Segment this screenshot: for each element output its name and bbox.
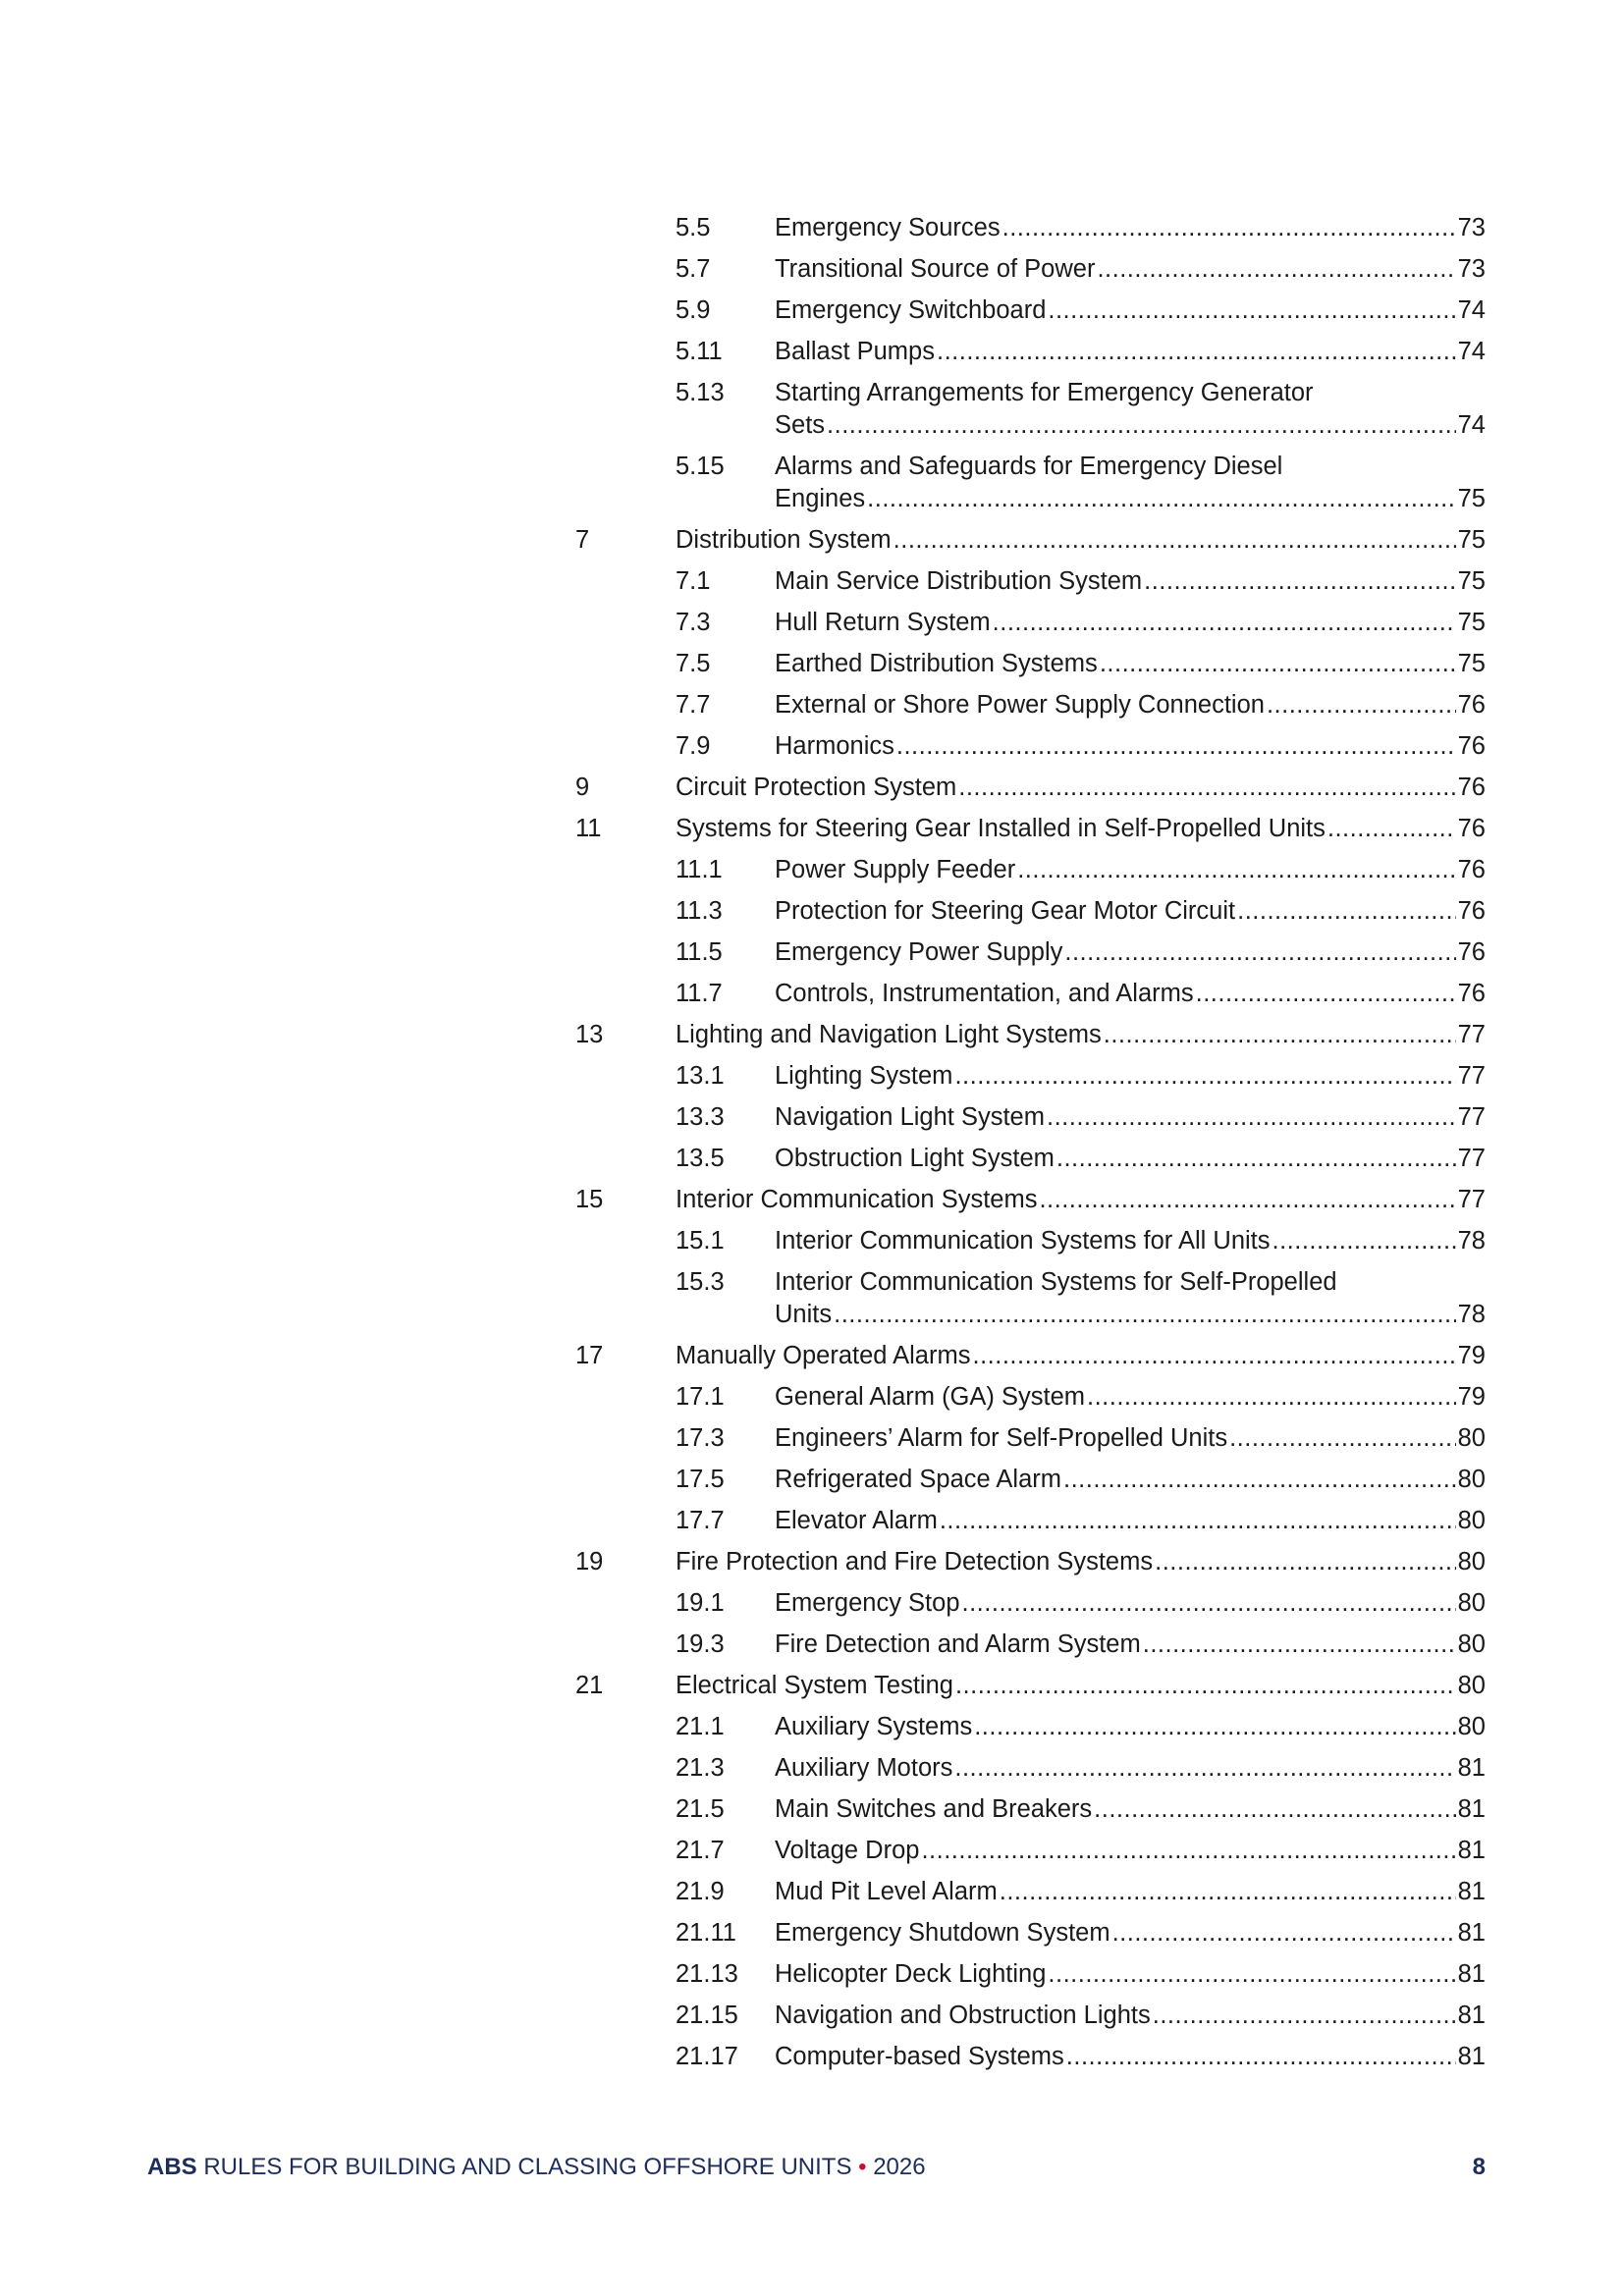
toc-page-number: 73 bbox=[1457, 255, 1486, 283]
toc-subsection[interactable] bbox=[0, 1835, 1624, 1876]
toc-title: External or Shore Power Supply Connection bbox=[775, 691, 1265, 719]
toc-number: 11.5 bbox=[676, 938, 723, 966]
toc-number: 17 bbox=[575, 1342, 604, 1369]
dot-leader bbox=[827, 409, 1456, 442]
toc-subsection[interactable] bbox=[0, 253, 1624, 294]
toc-title-continued: Engines bbox=[775, 485, 866, 512]
dot-leader bbox=[1048, 294, 1455, 327]
dot-leader bbox=[896, 730, 1456, 763]
toc-subsection[interactable] bbox=[0, 1505, 1624, 1546]
footer-year: 2026 bbox=[866, 2154, 926, 2180]
dot-leader bbox=[1100, 648, 1456, 680]
dot-leader bbox=[1000, 1876, 1456, 1908]
toc-subsection[interactable] bbox=[0, 895, 1624, 936]
toc-title: General Alarm (GA) System bbox=[775, 1383, 1085, 1411]
dot-leader bbox=[962, 1587, 1456, 1620]
toc-page-number: 78 bbox=[1457, 1301, 1486, 1328]
toc-title: Transitional Source of Power bbox=[775, 255, 1096, 283]
toc-section[interactable] bbox=[0, 1340, 1624, 1381]
footer-bullet: • bbox=[858, 2154, 867, 2180]
toc-number: 21.17 bbox=[676, 2043, 738, 2070]
toc-page-number: 79 bbox=[1457, 1342, 1486, 1369]
toc-title: Fire Protection and Fire Detection Systems bbox=[676, 1548, 1154, 1575]
toc-title: Interior Communication Systems for Self-Propelled bbox=[775, 1268, 1337, 1296]
toc-title: Elevator Alarm bbox=[775, 1507, 938, 1534]
toc-subsection[interactable] bbox=[0, 1876, 1624, 1917]
dot-leader bbox=[1097, 253, 1455, 286]
toc-page-number: 77 bbox=[1457, 1145, 1486, 1172]
toc-title: Engineers’ Alarm for Self-Propelled Units bbox=[775, 1424, 1228, 1452]
toc-page-number: 81 bbox=[1457, 1878, 1486, 1905]
toc-number: 17.5 bbox=[676, 1466, 725, 1493]
toc-number: 7.1 bbox=[676, 567, 711, 595]
toc-subsection[interactable] bbox=[0, 1629, 1624, 1670]
toc-number: 7.7 bbox=[676, 691, 711, 719]
dot-leader bbox=[972, 1340, 1455, 1372]
toc-title: Lighting System bbox=[775, 1062, 953, 1090]
toc-title: Mud Pit Level Alarm bbox=[775, 1878, 998, 1905]
toc-subsection[interactable] bbox=[0, 1464, 1624, 1505]
dot-leader bbox=[993, 607, 1456, 639]
toc-title: Main Service Distribution System bbox=[775, 567, 1143, 595]
toc-title: Voltage Drop bbox=[775, 1837, 920, 1864]
toc-subsection[interactable] bbox=[0, 565, 1624, 607]
abs-brand: ABS bbox=[147, 2154, 197, 2180]
toc-number: 11 bbox=[575, 815, 602, 842]
toc-page-number: 81 bbox=[1457, 2002, 1486, 2029]
toc-title: Electrical System Testing bbox=[676, 1672, 953, 1699]
toc-title: Emergency Power Supply bbox=[775, 938, 1063, 966]
toc-page-number: 73 bbox=[1457, 214, 1486, 241]
toc-number: 21 bbox=[575, 1672, 604, 1699]
toc-number: 21.5 bbox=[676, 1795, 725, 1823]
toc-subsection[interactable] bbox=[0, 1752, 1624, 1793]
dot-leader bbox=[958, 772, 1455, 804]
toc-subsection[interactable] bbox=[0, 1587, 1624, 1629]
toc-subsection[interactable] bbox=[0, 336, 1624, 377]
toc-number: 21.3 bbox=[676, 1754, 725, 1782]
toc-subsection[interactable] bbox=[0, 2041, 1624, 2082]
toc-subsection[interactable] bbox=[0, 1381, 1624, 1422]
dot-leader bbox=[940, 1505, 1456, 1537]
dot-leader bbox=[1229, 1422, 1456, 1455]
footer-publication-title: RULES FOR BUILDING AND CLASSING OFFSHORE UNITS bbox=[196, 2154, 859, 2180]
toc-title: Systems for Steering Gear Installed in Self-Propelled Units bbox=[676, 815, 1326, 842]
dot-leader bbox=[1056, 1143, 1456, 1175]
toc-section[interactable] bbox=[0, 1184, 1624, 1225]
page-footer bbox=[147, 2154, 1486, 2181]
toc-number: 19.3 bbox=[676, 1630, 725, 1658]
toc-title: Harmonics bbox=[775, 732, 894, 760]
dot-leader bbox=[1087, 1381, 1456, 1414]
toc-number: 17.1 bbox=[676, 1383, 725, 1411]
toc-title: Navigation and Obstruction Lights bbox=[775, 2002, 1151, 2029]
toc-subsection[interactable] bbox=[0, 1266, 1624, 1340]
toc-number: 15 bbox=[575, 1186, 604, 1213]
toc-number: 7.3 bbox=[676, 609, 711, 636]
toc-subsection[interactable] bbox=[0, 1917, 1624, 1958]
toc-title: Refrigerated Space Alarm bbox=[775, 1466, 1061, 1493]
toc-section[interactable] bbox=[0, 813, 1624, 854]
toc-page-number: 79 bbox=[1457, 1383, 1486, 1411]
toc-number: 19 bbox=[575, 1548, 604, 1575]
toc-number: 7.9 bbox=[676, 732, 711, 760]
toc-title: Navigation Light System bbox=[775, 1103, 1045, 1131]
toc-number: 15.1 bbox=[676, 1227, 725, 1255]
toc-page-number: 74 bbox=[1457, 296, 1486, 324]
toc-title-continued: Sets bbox=[775, 411, 826, 439]
toc-number: 5.11 bbox=[676, 338, 723, 365]
toc-subsection[interactable] bbox=[0, 1958, 1624, 2000]
dot-leader bbox=[1143, 1629, 1456, 1661]
dot-leader bbox=[1063, 1464, 1456, 1496]
toc-page-number: 76 bbox=[1457, 815, 1486, 842]
dot-leader bbox=[955, 1670, 1456, 1702]
toc-section[interactable] bbox=[0, 1670, 1624, 1711]
toc-number: 11.7 bbox=[676, 980, 723, 1007]
dot-leader bbox=[1327, 813, 1456, 845]
toc-page-number: 81 bbox=[1457, 1754, 1486, 1782]
toc-number: 5.15 bbox=[676, 453, 725, 480]
toc-title: Circuit Protection System bbox=[676, 774, 957, 801]
toc-number: 7 bbox=[575, 526, 590, 554]
toc-page-number: 75 bbox=[1457, 485, 1486, 512]
toc-page-number: 76 bbox=[1457, 732, 1486, 760]
toc-page-number: 81 bbox=[1457, 1795, 1486, 1823]
toc-number: 5.7 bbox=[676, 255, 711, 283]
page-number: 8 bbox=[1472, 2154, 1486, 2180]
toc-page-number: 76 bbox=[1457, 691, 1486, 719]
toc-title: Helicopter Deck Lighting bbox=[775, 1960, 1047, 1988]
toc-title: Emergency Stop bbox=[775, 1589, 960, 1617]
toc-subsection[interactable] bbox=[0, 212, 1624, 253]
toc-page-number: 77 bbox=[1457, 1186, 1486, 1213]
toc-page-number: 76 bbox=[1457, 897, 1486, 925]
toc-number: 5.13 bbox=[676, 379, 725, 406]
toc-title: Computer-based Systems bbox=[775, 2043, 1064, 2070]
toc-number: 5.9 bbox=[676, 296, 711, 324]
dot-leader bbox=[1155, 1546, 1456, 1578]
toc-page-number: 81 bbox=[1457, 1919, 1486, 1947]
toc-number: 13.3 bbox=[676, 1103, 725, 1131]
toc-page-number: 77 bbox=[1457, 1103, 1486, 1131]
toc-subsection[interactable] bbox=[0, 978, 1624, 1019]
toc-number: 7.5 bbox=[676, 650, 711, 677]
toc-subsection[interactable] bbox=[0, 689, 1624, 730]
toc-number: 11.1 bbox=[676, 856, 723, 883]
toc-title: Alarms and Safeguards for Emergency Diesel bbox=[775, 453, 1283, 480]
dot-leader bbox=[1112, 1917, 1456, 1949]
toc-page-number: 75 bbox=[1457, 567, 1486, 595]
dot-leader bbox=[1064, 936, 1455, 969]
toc-number: 13 bbox=[575, 1021, 604, 1048]
toc-title: Ballast Pumps bbox=[775, 338, 935, 365]
toc-number: 19.1 bbox=[676, 1589, 725, 1617]
toc-page-number: 74 bbox=[1457, 411, 1486, 439]
toc-page-number: 76 bbox=[1457, 980, 1486, 1007]
dot-leader bbox=[1094, 1793, 1455, 1826]
toc-page-number: 81 bbox=[1457, 2043, 1486, 2070]
toc-title: Emergency Sources bbox=[775, 214, 1001, 241]
toc-subsection[interactable] bbox=[0, 2000, 1624, 2041]
toc-page-number: 81 bbox=[1457, 1960, 1486, 1988]
dot-leader bbox=[1272, 1225, 1456, 1257]
toc-page-number: 80 bbox=[1457, 1424, 1486, 1452]
toc-subsection[interactable] bbox=[0, 854, 1624, 895]
toc-number: 5.5 bbox=[676, 214, 711, 241]
dot-leader bbox=[867, 483, 1455, 515]
toc-subsection[interactable] bbox=[0, 451, 1624, 524]
dot-leader bbox=[954, 1752, 1455, 1785]
toc-section[interactable] bbox=[0, 524, 1624, 565]
toc-number: 21.9 bbox=[676, 1878, 725, 1905]
dot-leader bbox=[1267, 689, 1456, 721]
toc-number: 13.1 bbox=[676, 1062, 725, 1090]
dot-leader bbox=[834, 1299, 1456, 1331]
toc-title: Auxiliary Motors bbox=[775, 1754, 953, 1782]
toc-page-number: 81 bbox=[1457, 1837, 1486, 1864]
toc-page-number: 75 bbox=[1457, 650, 1486, 677]
toc-title: Interior Communication Systems for All Units bbox=[775, 1227, 1271, 1255]
toc-page-number: 74 bbox=[1457, 338, 1486, 365]
dot-leader bbox=[1237, 895, 1456, 928]
toc-subsection[interactable] bbox=[0, 377, 1624, 451]
toc-title: Hull Return System bbox=[775, 609, 991, 636]
toc-number: 21.1 bbox=[676, 1713, 725, 1740]
toc-title: Controls, Instrumentation, and Alarms bbox=[775, 980, 1194, 1007]
toc-subsection[interactable] bbox=[0, 294, 1624, 336]
toc-subsection[interactable] bbox=[0, 1143, 1624, 1184]
toc-subsection[interactable] bbox=[0, 1711, 1624, 1752]
toc-subsection[interactable] bbox=[0, 607, 1624, 648]
toc-page-number: 77 bbox=[1457, 1021, 1486, 1048]
toc-number: 15.3 bbox=[676, 1268, 725, 1296]
toc-section[interactable] bbox=[0, 1019, 1624, 1060]
toc-title: Starting Arrangements for Emergency Generator bbox=[775, 379, 1314, 406]
toc-page-number: 80 bbox=[1457, 1548, 1486, 1575]
toc-title: Lighting and Navigation Light Systems bbox=[676, 1021, 1102, 1048]
toc-page-number: 75 bbox=[1457, 526, 1486, 554]
toc-title: Earthed Distribution Systems bbox=[775, 650, 1098, 677]
toc-page-number: 80 bbox=[1457, 1713, 1486, 1740]
dot-leader bbox=[1017, 854, 1455, 886]
toc-section[interactable] bbox=[0, 772, 1624, 813]
dot-leader bbox=[1048, 1958, 1455, 1991]
toc-number: 21.7 bbox=[676, 1837, 725, 1864]
toc-page-number: 78 bbox=[1457, 1227, 1486, 1255]
toc-number: 17.7 bbox=[676, 1507, 725, 1534]
toc-subsection[interactable] bbox=[0, 1422, 1624, 1464]
toc-title: Emergency Switchboard bbox=[775, 296, 1047, 324]
toc-title: Emergency Shutdown System bbox=[775, 1919, 1110, 1947]
toc-title: Manually Operated Alarms bbox=[676, 1342, 971, 1369]
toc-title: Fire Detection and Alarm System bbox=[775, 1630, 1141, 1658]
dot-leader bbox=[1144, 565, 1456, 598]
toc-subsection[interactable] bbox=[0, 730, 1624, 772]
toc-title: Obstruction Light System bbox=[775, 1145, 1055, 1172]
toc-number: 17.3 bbox=[676, 1424, 725, 1452]
toc-number: 21.11 bbox=[676, 1919, 736, 1947]
toc-subsection[interactable] bbox=[0, 1101, 1624, 1143]
toc-title: Auxiliary Systems bbox=[775, 1713, 973, 1740]
toc-page-number: 76 bbox=[1457, 774, 1486, 801]
toc-subsection[interactable] bbox=[0, 1793, 1624, 1835]
dot-leader bbox=[1196, 978, 1456, 1010]
dot-leader bbox=[954, 1060, 1455, 1093]
toc-title-continued: Units bbox=[775, 1301, 833, 1328]
toc-number: 9 bbox=[575, 774, 590, 801]
toc-title: Distribution System bbox=[676, 526, 892, 554]
toc-page-number: 77 bbox=[1457, 1062, 1486, 1090]
dot-leader bbox=[1039, 1184, 1455, 1216]
toc-title: Interior Communication Systems bbox=[676, 1186, 1038, 1213]
toc-number: 21.13 bbox=[676, 1960, 738, 1988]
dot-leader bbox=[921, 1835, 1455, 1867]
toc-page-number: 75 bbox=[1457, 609, 1486, 636]
toc-section[interactable] bbox=[0, 1546, 1624, 1587]
toc-title: Main Switches and Breakers bbox=[775, 1795, 1093, 1823]
dot-leader bbox=[1066, 2041, 1456, 2073]
toc-page-number: 80 bbox=[1457, 1630, 1486, 1658]
dot-leader bbox=[974, 1711, 1455, 1743]
toc-title: Power Supply Feeder bbox=[775, 856, 1016, 883]
dot-leader bbox=[1047, 1101, 1456, 1134]
dot-leader bbox=[893, 524, 1456, 557]
toc-number: 21.15 bbox=[676, 2002, 738, 2029]
dot-leader bbox=[1104, 1019, 1456, 1051]
toc-number: 13.5 bbox=[676, 1145, 725, 1172]
toc-subsection[interactable] bbox=[0, 648, 1624, 689]
dot-leader bbox=[1153, 2000, 1456, 2032]
toc-title: Protection for Steering Gear Motor Circuit bbox=[775, 897, 1236, 925]
dot-leader bbox=[937, 336, 1456, 368]
toc-page-number: 76 bbox=[1457, 938, 1486, 966]
toc-subsection[interactable] bbox=[0, 1225, 1624, 1266]
toc-number: 11.3 bbox=[676, 897, 723, 925]
toc-page-number: 80 bbox=[1457, 1672, 1486, 1699]
toc-page-number: 80 bbox=[1457, 1466, 1486, 1493]
toc-page-number: 80 bbox=[1457, 1589, 1486, 1617]
toc-subsection[interactable] bbox=[0, 936, 1624, 978]
dot-leader bbox=[1002, 212, 1456, 244]
footer-title bbox=[147, 2154, 926, 2181]
toc-page-number: 80 bbox=[1457, 1507, 1486, 1534]
toc-subsection[interactable] bbox=[0, 1060, 1624, 1101]
toc-page-number: 76 bbox=[1457, 856, 1486, 883]
